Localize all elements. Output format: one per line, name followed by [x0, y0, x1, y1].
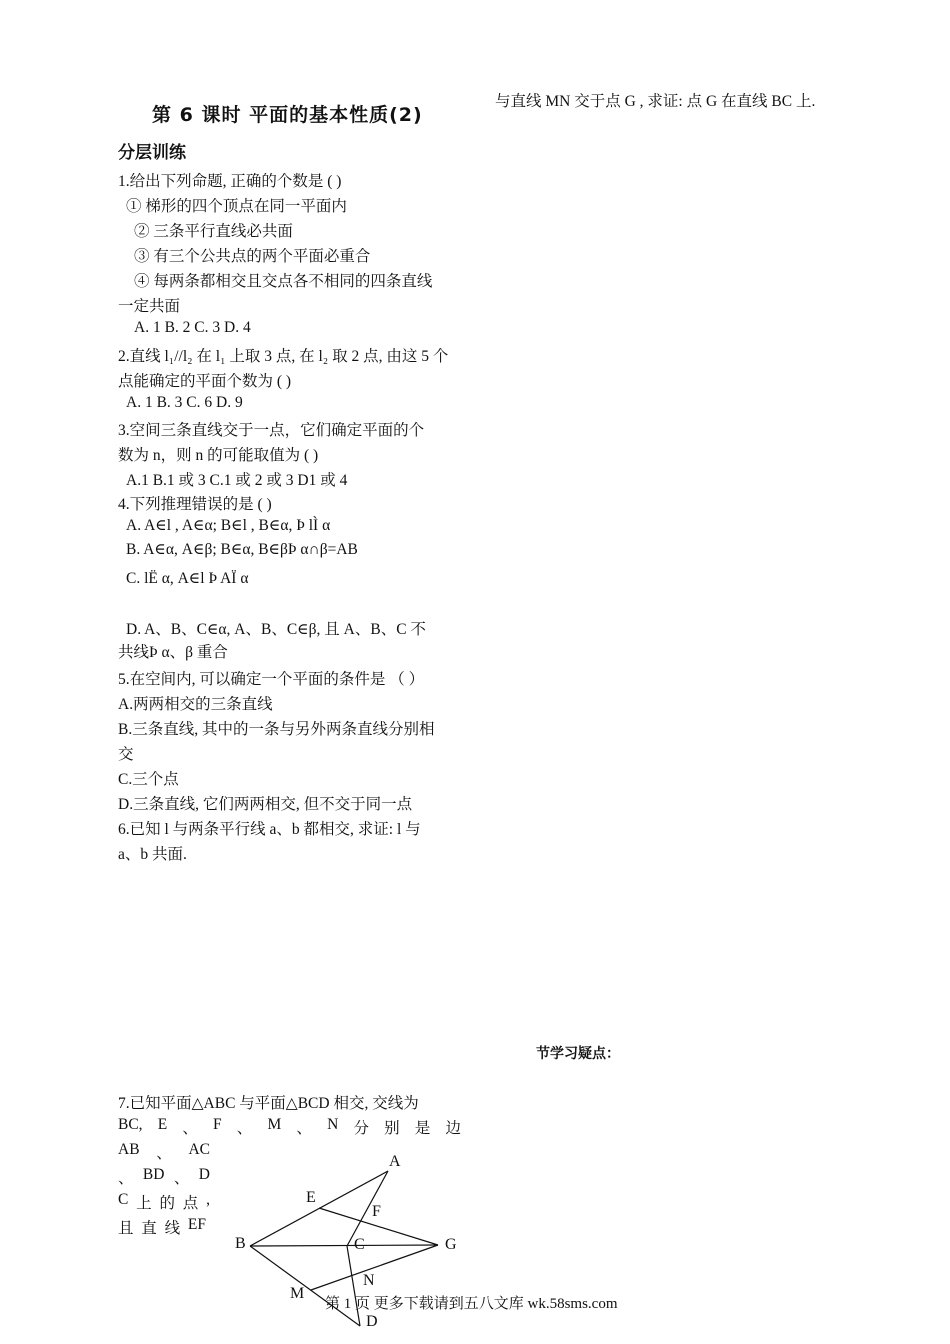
- q1-item-1: ① 梯形的四个顶点在同一平面内: [126, 198, 347, 215]
- q2-text-cont: 点能确定的平面个数为 ( ): [118, 373, 292, 390]
- q7-word: 是: [414, 1120, 431, 1137]
- q7-word: E: [157, 1116, 168, 1133]
- q7-word: EF: [187, 1216, 206, 1233]
- q3-text-cont: 数为 n，则 n 的可能取值为 ( ): [118, 447, 319, 464]
- q4-option-d: D. A、B、C∈α, A、B、C∈β, 且 A、B、C 不: [126, 621, 426, 638]
- q7-word: M: [267, 1116, 282, 1133]
- q7-word: 、: [182, 1120, 198, 1137]
- q7-word: 边: [445, 1120, 461, 1137]
- q1-item-4-cont: 一定共面: [118, 298, 181, 315]
- segment-CD: [347, 1246, 360, 1326]
- page-footer: 第 1 页 更多下载请到五八文库 wk.58sms.com: [325, 1296, 618, 1312]
- q7-word: 别: [384, 1120, 400, 1137]
- q7-word: 、: [236, 1120, 253, 1137]
- label-F: F: [372, 1203, 381, 1220]
- q1-item-2: ② 三条平行直线必共面: [134, 223, 293, 240]
- q7-text: 7.已知平面△ABC 与平面△BCD 相交, 交线为: [118, 1095, 419, 1112]
- q7-word: 、: [118, 1170, 134, 1187]
- q3-text: 3.空间三条直线交于一点，它们确定平面的个: [118, 422, 425, 439]
- q7-word: ,: [206, 1191, 210, 1208]
- q7-word: 、: [296, 1120, 312, 1137]
- q4-option-a: A. A∈l , A∈α; B∈l , B∈α, Þ lÌ α: [126, 517, 331, 534]
- q7-word: 分: [353, 1120, 369, 1137]
- page-title: 第 6 课时 平面的基本性质(2): [152, 104, 423, 126]
- q4-text: 4.下列推理错误的是 ( ): [118, 496, 272, 513]
- q7-word: 的: [159, 1195, 175, 1212]
- q2-options: A. 1 B. 3 C. 6 D. 9: [126, 394, 243, 411]
- q5-text: 5.在空间内, 可以确定一个平面的条件是 （ ）: [118, 671, 425, 688]
- q7-word: 上: [136, 1195, 152, 1212]
- q7-word: 线: [164, 1220, 181, 1237]
- q7-word: 点: [182, 1195, 199, 1212]
- q7-word: 、: [173, 1170, 190, 1187]
- q6-text-cont: a、b 共面.: [118, 846, 187, 863]
- q7-word: 、: [156, 1145, 172, 1162]
- q5-option-a: A.两两相交的三条直线: [118, 696, 273, 713]
- q1-item-3: ③ 有三个公共点的两个平面必重合: [134, 248, 371, 265]
- label-G: G: [445, 1236, 457, 1253]
- q2-text: 2.直线 l₁//l₂ 在 l₁ 上取 3 点, 在 l₂ 取 2 点, 由这 5 个: [118, 348, 449, 365]
- label-B: B: [235, 1235, 246, 1252]
- q1-item-4: ④ 每两条都相交且交点各不相同的四条直线: [134, 273, 433, 290]
- q7-continuation: 与直线 MN 交于点 G , 求证: 点 G 在直线 BC 上.: [495, 93, 816, 110]
- label-D: D: [366, 1313, 378, 1330]
- q7-word: BC,: [118, 1116, 143, 1133]
- label-A: A: [389, 1153, 401, 1170]
- label-M: M: [290, 1285, 305, 1302]
- q1-text: 1.给出下列命题, 正确的个数是 ( ): [118, 173, 342, 190]
- q5-option-d: D.三条直线, 它们两两相交, 但不交于同一点: [118, 796, 413, 813]
- notes-heading: 节学习疑点：: [536, 1046, 620, 1062]
- q5-option-b-cont: 交: [118, 746, 134, 763]
- segment-BD: [250, 1246, 360, 1326]
- q7-word: BD: [142, 1166, 165, 1183]
- q7-word: AC: [188, 1141, 210, 1158]
- q7-word: 直: [141, 1220, 157, 1237]
- segment-BC-G: [250, 1245, 438, 1246]
- section-heading: 分层训练: [118, 143, 186, 163]
- q7-word: D: [198, 1166, 210, 1183]
- q7-word: F: [213, 1116, 222, 1133]
- q4-option-c: C. lË α, A∈l Þ AÏ α: [126, 570, 249, 587]
- label-C: C: [354, 1236, 365, 1253]
- q7-word: N: [327, 1116, 339, 1133]
- label-N: N: [363, 1272, 375, 1289]
- q7-word: 且: [118, 1220, 134, 1237]
- q4-option-b: B. A∈α, A∈β; B∈α, B∈βÞ α∩β=AB: [126, 541, 358, 558]
- q1-options: A. 1 B. 2 C. 3 D. 4: [134, 319, 251, 336]
- q7-word: C: [118, 1191, 129, 1208]
- q4-option-d-cont: 共线Þ α、β 重合: [118, 644, 228, 661]
- q3-options: A.1 B.1 或 3 C.1 或 2 或 3 D1 或 4: [126, 472, 348, 489]
- q6-text: 6.已知 l 与两条平行线 a、b 都相交, 求证: l 与: [118, 821, 421, 838]
- label-E: E: [306, 1189, 316, 1206]
- q7-word: AB: [118, 1141, 140, 1158]
- q5-option-b: B.三条直线, 其中的一条与另外两条直线分别相: [118, 721, 435, 738]
- q5-option-c: C.三个点: [118, 771, 179, 788]
